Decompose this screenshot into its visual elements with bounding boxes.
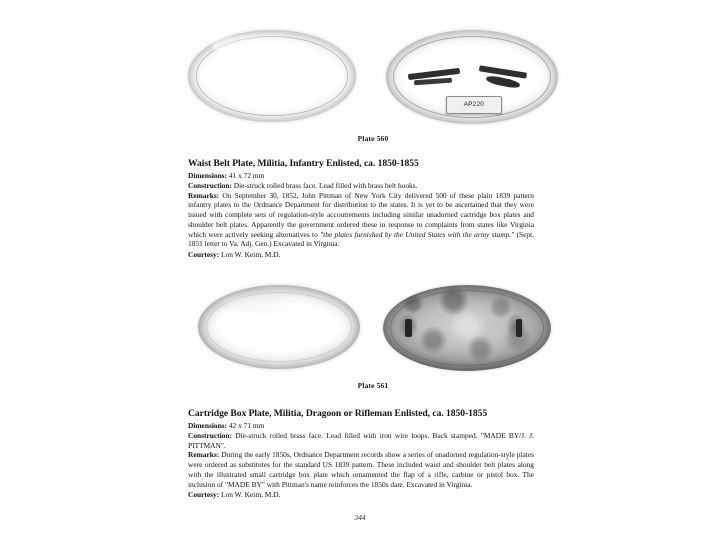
entry-1-remarks-text-b: (Sept. 1851 letter to Va. Adj. Gen.) Excavated in Virginia. <box>188 229 535 249</box>
entry-1-remarks-text-a: On September 30, 1852, John Pittman of New York City delivered 500 of these plain 1839 pattern infantry plates to the Ordnance Department for distribution to the states. It is yet to be ascertained that they were issued with complete sets of regulation-style accoutrements including similar unadorned cartridge box plates and shoulder belt plates. Apparently the government ordered these in response to complaints from states like Virginia which were actively seeking alternatives to <box>188 190 534 239</box>
entry-1-remarks-label: Remarks: <box>188 190 220 200</box>
artifact-photo-561-front <box>198 285 360 369</box>
entry-1-dimensions-label: Dimensions: <box>188 170 228 180</box>
entry-1-dimensions <box>188 171 534 181</box>
belt-hook-left-tongue-icon <box>413 78 451 85</box>
figure-plate-561 <box>178 283 568 390</box>
entry-1-dimensions-value: 41 x 72 mm <box>227 170 265 180</box>
catalog-entry-cartridge-box-plate <box>188 408 534 500</box>
page-number: 344 <box>354 513 366 522</box>
entry-2-remarks-text-a: During the early 1850s, Ordnance Department records show a series of unadorned regulation-style plates were ordered as substitutes for the standard US 1839 pattern. These included waist and shoulder belt plates along with the illustrated small cartridge box plate which ornamented the flap of a rifle, carbine or pistol box. The inclusion of "MADE BY" with Pittman's name reinforces the 1850s date. Excavated in Virginia. <box>188 450 534 489</box>
entry-2-courtesy-label: Courtesy: <box>188 489 220 499</box>
entry-2-construction-value: Die-struck rolled brass face. Lead filled with iron wire loops. Back stamped. "MADE BY/J. J. PITTMAN". <box>188 430 534 450</box>
entry-1-remarks-quotation: "the plates furnished by the United States with the army stamp." <box>320 229 515 239</box>
entry-1-construction-label: Construction: <box>188 180 232 190</box>
belt-hook-right-tongue-icon <box>485 74 520 89</box>
plate-561-caption: Plate 561 <box>357 381 389 390</box>
wire-loop-left-icon <box>405 319 412 336</box>
entry-1-construction <box>188 181 534 191</box>
artifact-photo-560-front <box>188 30 356 122</box>
entry-2-remarks-label: Remarks: <box>188 450 220 460</box>
artifact-photo-561-back <box>383 285 551 371</box>
entry-2-remarks <box>188 450 534 489</box>
entry-2-construction-label: Construction: <box>188 430 232 440</box>
entry-2-dimensions-value: 42 x 71 mm <box>227 420 265 430</box>
catalog-number-tag: AP220 <box>446 96 501 114</box>
plate-561-photo-row <box>178 283 568 375</box>
entry-1-remarks <box>188 191 534 250</box>
entry-2-title: Cartridge Box Plate, Militia, Dragoon or Rifleman Enlisted, ca. 1850-1855 <box>188 408 488 419</box>
entry-1-title: Waist Belt Plate, Militia, Infantry Enlisted, ca. 1850-1855 <box>188 158 419 169</box>
entry-2-dimensions <box>188 421 534 431</box>
entry-1-construction-value: Die-struck rolled brass face. Lead filled with brass belt hooks. <box>231 180 418 190</box>
entry-1-courtesy-value: Lon W. Keim, M.D. <box>219 249 281 259</box>
entry-2-dimensions-label: Dimensions: <box>188 420 228 430</box>
wire-loop-right-icon <box>516 319 523 336</box>
entry-2-courtesy <box>188 490 534 500</box>
plate-560-caption: Plate 560 <box>357 134 389 143</box>
plate-560-photo-row <box>178 28 568 128</box>
entry-2-construction <box>188 431 534 451</box>
entry-1-courtesy-label: Courtesy: <box>188 249 220 259</box>
figure-plate-560 <box>178 28 568 143</box>
entry-1-courtesy <box>188 250 534 260</box>
catalog-entry-waist-belt-plate <box>188 158 534 259</box>
entry-2-courtesy-value: Lon W. Keim, M.D. <box>219 489 281 499</box>
artifact-photo-560-back <box>386 30 558 124</box>
